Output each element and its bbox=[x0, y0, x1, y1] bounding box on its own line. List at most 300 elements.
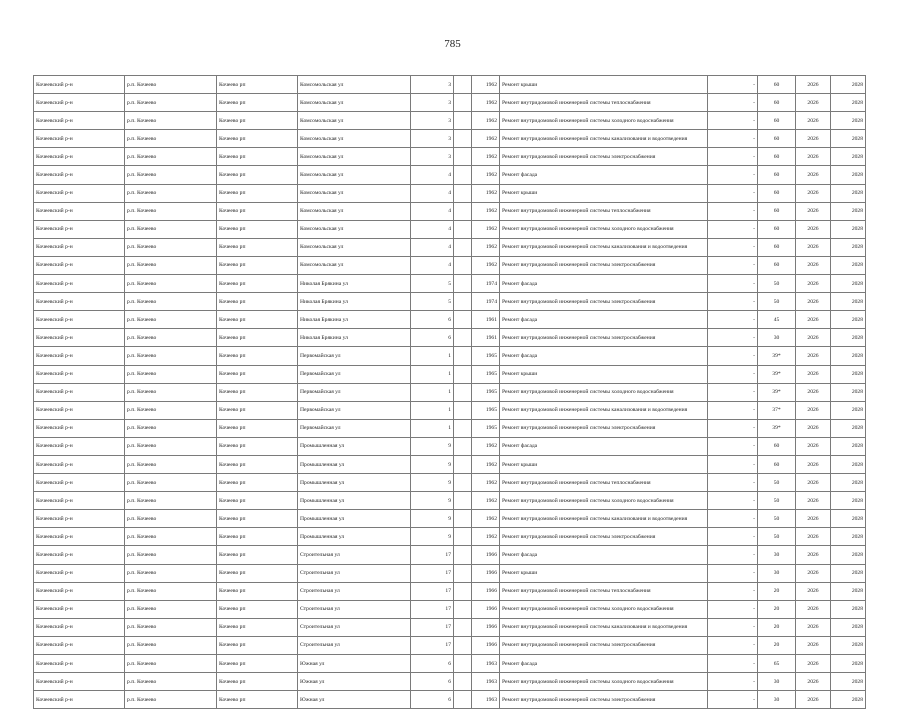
cell-locality: Кочеево рп bbox=[217, 546, 298, 564]
cell-street: Первомайская ул bbox=[298, 365, 411, 383]
cell-street: Южная ул bbox=[298, 655, 411, 673]
cell-year-end: 2028 bbox=[831, 437, 866, 455]
cell-locality: Кочеево рп bbox=[217, 582, 298, 600]
cell-settlement: р.п. Кочеево bbox=[125, 528, 217, 546]
cell-house-number: 9 bbox=[411, 528, 454, 546]
cell-year-built: 1961 bbox=[472, 311, 500, 329]
cell-district: Кочеевский р-н bbox=[34, 618, 125, 636]
table-row bbox=[34, 238, 866, 256]
cell-year-built: 1962 bbox=[472, 455, 500, 473]
cell-wear-percent: 39* bbox=[758, 347, 796, 365]
cell-settlement: р.п. Кочеево bbox=[125, 275, 217, 293]
table-row bbox=[34, 401, 866, 419]
cell-extra: - bbox=[708, 130, 758, 148]
cell-house-number: 1 bbox=[411, 365, 454, 383]
cell-district: Кочеевский р-н bbox=[34, 365, 125, 383]
cell-street: Южная ул bbox=[298, 673, 411, 691]
cell-district: Кочеевский р-н bbox=[34, 94, 125, 112]
cell-building bbox=[454, 293, 472, 311]
cell-extra: - bbox=[708, 383, 758, 401]
cell-locality: Кочеево рп bbox=[217, 238, 298, 256]
cell-work-type: Ремонт фасада bbox=[500, 166, 708, 184]
cell-year-built: 1962 bbox=[472, 202, 500, 220]
table-row bbox=[34, 275, 866, 293]
cell-extra: - bbox=[708, 492, 758, 510]
cell-settlement: р.п. Кочеево bbox=[125, 546, 217, 564]
cell-settlement: р.п. Кочеево bbox=[125, 437, 217, 455]
cell-building bbox=[454, 220, 472, 238]
cell-settlement: р.п. Кочеево bbox=[125, 94, 217, 112]
cell-wear-percent: 60 bbox=[758, 166, 796, 184]
cell-year-start: 2026 bbox=[796, 311, 831, 329]
cell-building bbox=[454, 455, 472, 473]
cell-year-start: 2026 bbox=[796, 76, 831, 94]
cell-building bbox=[454, 256, 472, 274]
cell-street: Комсомольская ул bbox=[298, 94, 411, 112]
cell-year-built: 1963 bbox=[472, 691, 500, 709]
cell-year-end: 2028 bbox=[831, 492, 866, 510]
cell-year-start: 2026 bbox=[796, 510, 831, 528]
cell-wear-percent: 50 bbox=[758, 275, 796, 293]
cell-street: Николая Брякина ул bbox=[298, 329, 411, 347]
cell-wear-percent: 60 bbox=[758, 94, 796, 112]
cell-settlement: р.п. Кочеево bbox=[125, 130, 217, 148]
cell-settlement: р.п. Кочеево bbox=[125, 220, 217, 238]
cell-year-start: 2026 bbox=[796, 220, 831, 238]
cell-street: Комсомольская ул bbox=[298, 112, 411, 130]
cell-year-start: 2026 bbox=[796, 673, 831, 691]
cell-wear-percent: 65 bbox=[758, 655, 796, 673]
table-row bbox=[34, 528, 866, 546]
cell-house-number: 6 bbox=[411, 691, 454, 709]
cell-building bbox=[454, 94, 472, 112]
cell-locality: Кочеево рп bbox=[217, 600, 298, 618]
cell-settlement: р.п. Кочеево bbox=[125, 365, 217, 383]
table-row bbox=[34, 166, 866, 184]
cell-year-start: 2026 bbox=[796, 655, 831, 673]
cell-year-built: 1962 bbox=[472, 437, 500, 455]
cell-year-built: 1962 bbox=[472, 184, 500, 202]
cell-work-type: Ремонт внутридомовой инженерной системы канализования и водоотведения bbox=[500, 130, 708, 148]
cell-street: Промышленная ул bbox=[298, 455, 411, 473]
cell-locality: Кочеево рп bbox=[217, 275, 298, 293]
cell-work-type: Ремонт внутридомовой инженерной системы электроснабжения bbox=[500, 148, 708, 166]
cell-year-end: 2028 bbox=[831, 419, 866, 437]
cell-year-built: 1962 bbox=[472, 220, 500, 238]
table-row bbox=[34, 347, 866, 365]
cell-building bbox=[454, 474, 472, 492]
cell-wear-percent: 20 bbox=[758, 582, 796, 600]
cell-wear-percent: 50 bbox=[758, 510, 796, 528]
cell-settlement: р.п. Кочеево bbox=[125, 564, 217, 582]
cell-year-built: 1962 bbox=[472, 166, 500, 184]
cell-settlement: р.п. Кочеево bbox=[125, 347, 217, 365]
cell-year-start: 2026 bbox=[796, 293, 831, 311]
cell-year-start: 2026 bbox=[796, 130, 831, 148]
cell-extra: - bbox=[708, 419, 758, 437]
cell-extra: - bbox=[708, 238, 758, 256]
cell-wear-percent: 60 bbox=[758, 256, 796, 274]
cell-settlement: р.п. Кочеево bbox=[125, 311, 217, 329]
table-row bbox=[34, 184, 866, 202]
cell-locality: Кочеево рп bbox=[217, 510, 298, 528]
cell-year-end: 2028 bbox=[831, 166, 866, 184]
cell-district: Кочеевский р-н bbox=[34, 492, 125, 510]
cell-street: Николая Брякина ул bbox=[298, 311, 411, 329]
cell-year-built: 1962 bbox=[472, 94, 500, 112]
cell-year-end: 2028 bbox=[831, 293, 866, 311]
table-row bbox=[34, 76, 866, 94]
cell-year-built: 1966 bbox=[472, 582, 500, 600]
cell-settlement: р.п. Кочеево bbox=[125, 600, 217, 618]
cell-extra: - bbox=[708, 582, 758, 600]
cell-house-number: 3 bbox=[411, 112, 454, 130]
cell-year-start: 2026 bbox=[796, 618, 831, 636]
cell-extra: - bbox=[708, 94, 758, 112]
cell-house-number: 17 bbox=[411, 636, 454, 654]
cell-building bbox=[454, 184, 472, 202]
cell-house-number: 6 bbox=[411, 329, 454, 347]
table-row bbox=[34, 419, 866, 437]
cell-wear-percent: 30 bbox=[758, 564, 796, 582]
cell-building bbox=[454, 618, 472, 636]
cell-year-start: 2026 bbox=[796, 166, 831, 184]
cell-extra: - bbox=[708, 329, 758, 347]
cell-wear-percent: 60 bbox=[758, 455, 796, 473]
cell-settlement: р.п. Кочеево bbox=[125, 618, 217, 636]
cell-work-type: Ремонт внутридомовой инженерной системы электроснабжения bbox=[500, 636, 708, 654]
cell-house-number: 1 bbox=[411, 419, 454, 437]
cell-year-start: 2026 bbox=[796, 202, 831, 220]
cell-district: Кочеевский р-н bbox=[34, 474, 125, 492]
cell-street: Строительная ул bbox=[298, 636, 411, 654]
cell-year-end: 2028 bbox=[831, 546, 866, 564]
table-row bbox=[34, 546, 866, 564]
cell-street: Комсомольская ул bbox=[298, 256, 411, 274]
table-row bbox=[34, 130, 866, 148]
cell-house-number: 9 bbox=[411, 510, 454, 528]
cell-locality: Кочеево рп bbox=[217, 130, 298, 148]
table-row bbox=[34, 492, 866, 510]
cell-building bbox=[454, 401, 472, 419]
cell-house-number: 4 bbox=[411, 238, 454, 256]
cell-house-number: 3 bbox=[411, 76, 454, 94]
cell-work-type: Ремонт внутридомовой инженерной системы теплоснабжения bbox=[500, 94, 708, 112]
table-row bbox=[34, 148, 866, 166]
cell-building bbox=[454, 673, 472, 691]
cell-wear-percent: 20 bbox=[758, 618, 796, 636]
cell-work-type: Ремонт внутридомовой инженерной системы холодного водоснабжения bbox=[500, 600, 708, 618]
cell-year-end: 2028 bbox=[831, 474, 866, 492]
cell-locality: Кочеево рп bbox=[217, 293, 298, 311]
cell-work-type: Ремонт крыши bbox=[500, 76, 708, 94]
cell-building bbox=[454, 528, 472, 546]
cell-building bbox=[454, 437, 472, 455]
cell-year-start: 2026 bbox=[796, 582, 831, 600]
repair-schedule-table bbox=[33, 75, 866, 709]
cell-work-type: Ремонт внутридомовой инженерной системы электроснабжения bbox=[500, 419, 708, 437]
cell-house-number: 17 bbox=[411, 618, 454, 636]
cell-wear-percent: 60 bbox=[758, 220, 796, 238]
cell-locality: Кочеево рп bbox=[217, 673, 298, 691]
cell-house-number: 5 bbox=[411, 293, 454, 311]
cell-settlement: р.п. Кочеево bbox=[125, 492, 217, 510]
cell-settlement: р.п. Кочеево bbox=[125, 148, 217, 166]
cell-settlement: р.п. Кочеево bbox=[125, 184, 217, 202]
cell-settlement: р.п. Кочеево bbox=[125, 238, 217, 256]
table-row bbox=[34, 112, 866, 130]
cell-building bbox=[454, 636, 472, 654]
cell-locality: Кочеево рп bbox=[217, 437, 298, 455]
cell-year-start: 2026 bbox=[796, 455, 831, 473]
cell-settlement: р.п. Кочеево bbox=[125, 455, 217, 473]
cell-street: Строительная ул bbox=[298, 546, 411, 564]
cell-wear-percent: 60 bbox=[758, 238, 796, 256]
cell-street: Комсомольская ул bbox=[298, 184, 411, 202]
cell-work-type: Ремонт внутридомовой инженерной системы холодного водоснабжения bbox=[500, 220, 708, 238]
cell-street: Промышленная ул bbox=[298, 510, 411, 528]
cell-settlement: р.п. Кочеево bbox=[125, 383, 217, 401]
cell-year-built: 1966 bbox=[472, 618, 500, 636]
cell-district: Кочеевский р-н bbox=[34, 673, 125, 691]
cell-wear-percent: 20 bbox=[758, 600, 796, 618]
cell-extra: - bbox=[708, 673, 758, 691]
cell-building bbox=[454, 329, 472, 347]
cell-year-built: 1962 bbox=[472, 256, 500, 274]
cell-settlement: р.п. Кочеево bbox=[125, 655, 217, 673]
cell-locality: Кочеево рп bbox=[217, 474, 298, 492]
cell-wear-percent: 60 bbox=[758, 202, 796, 220]
cell-house-number: 17 bbox=[411, 600, 454, 618]
cell-work-type: Ремонт фасада bbox=[500, 347, 708, 365]
cell-work-type: Ремонт крыши bbox=[500, 564, 708, 582]
cell-extra: - bbox=[708, 510, 758, 528]
cell-year-start: 2026 bbox=[796, 256, 831, 274]
cell-wear-percent: 60 bbox=[758, 112, 796, 130]
cell-work-type: Ремонт крыши bbox=[500, 455, 708, 473]
cell-house-number: 4 bbox=[411, 184, 454, 202]
cell-work-type: Ремонт внутридомовой инженерной системы канализования и водоотведения bbox=[500, 238, 708, 256]
cell-year-built: 1965 bbox=[472, 401, 500, 419]
cell-district: Кочеевский р-н bbox=[34, 401, 125, 419]
cell-district: Кочеевский р-н bbox=[34, 148, 125, 166]
cell-work-type: Ремонт внутридомовой инженерной системы канализования и водоотведения bbox=[500, 401, 708, 419]
cell-settlement: р.п. Кочеево bbox=[125, 673, 217, 691]
cell-settlement: р.п. Кочеево bbox=[125, 401, 217, 419]
cell-settlement: р.п. Кочеево bbox=[125, 112, 217, 130]
table-row bbox=[34, 636, 866, 654]
cell-year-start: 2026 bbox=[796, 148, 831, 166]
cell-year-built: 1963 bbox=[472, 673, 500, 691]
cell-street: Строительная ул bbox=[298, 618, 411, 636]
cell-year-end: 2028 bbox=[831, 528, 866, 546]
cell-wear-percent: 20 bbox=[758, 636, 796, 654]
cell-district: Кочеевский р-н bbox=[34, 437, 125, 455]
cell-year-end: 2028 bbox=[831, 238, 866, 256]
cell-year-end: 2028 bbox=[831, 94, 866, 112]
page-number: 785 bbox=[444, 38, 461, 50]
cell-locality: Кочеево рп bbox=[217, 636, 298, 654]
cell-extra: - bbox=[708, 112, 758, 130]
cell-building bbox=[454, 311, 472, 329]
cell-year-start: 2026 bbox=[796, 112, 831, 130]
cell-locality: Кочеево рп bbox=[217, 492, 298, 510]
cell-district: Кочеевский р-н bbox=[34, 582, 125, 600]
cell-year-start: 2026 bbox=[796, 528, 831, 546]
cell-building bbox=[454, 691, 472, 709]
table-row bbox=[34, 311, 866, 329]
cell-year-end: 2028 bbox=[831, 691, 866, 709]
cell-district: Кочеевский р-н bbox=[34, 564, 125, 582]
cell-work-type: Ремонт внутридомовой инженерной системы электроснабжения bbox=[500, 329, 708, 347]
cell-locality: Кочеево рп bbox=[217, 564, 298, 582]
cell-wear-percent: 50 bbox=[758, 528, 796, 546]
cell-district: Кочеевский р-н bbox=[34, 311, 125, 329]
cell-house-number: 9 bbox=[411, 455, 454, 473]
cell-year-built: 1963 bbox=[472, 655, 500, 673]
cell-wear-percent: 60 bbox=[758, 148, 796, 166]
cell-street: Промышленная ул bbox=[298, 474, 411, 492]
cell-extra: - bbox=[708, 347, 758, 365]
cell-work-type: Ремонт фасада bbox=[500, 275, 708, 293]
cell-settlement: р.п. Кочеево bbox=[125, 510, 217, 528]
cell-year-end: 2028 bbox=[831, 311, 866, 329]
cell-building bbox=[454, 130, 472, 148]
cell-street: Первомайская ул bbox=[298, 347, 411, 365]
cell-extra: - bbox=[708, 293, 758, 311]
cell-year-start: 2026 bbox=[796, 401, 831, 419]
cell-work-type: Ремонт внутридомовой инженерной системы холодного водоснабжения bbox=[500, 492, 708, 510]
cell-district: Кочеевский р-н bbox=[34, 691, 125, 709]
cell-year-built: 1962 bbox=[472, 112, 500, 130]
table-row bbox=[34, 582, 866, 600]
cell-extra: - bbox=[708, 202, 758, 220]
cell-year-built: 1965 bbox=[472, 383, 500, 401]
cell-locality: Кочеево рп bbox=[217, 76, 298, 94]
cell-extra: - bbox=[708, 437, 758, 455]
cell-extra: - bbox=[708, 184, 758, 202]
table-row bbox=[34, 437, 866, 455]
cell-house-number: 17 bbox=[411, 546, 454, 564]
cell-street: Первомайская ул bbox=[298, 401, 411, 419]
cell-house-number: 3 bbox=[411, 130, 454, 148]
cell-house-number: 9 bbox=[411, 492, 454, 510]
cell-house-number: 1 bbox=[411, 383, 454, 401]
cell-street: Промышленная ул bbox=[298, 528, 411, 546]
table-row bbox=[34, 293, 866, 311]
cell-year-built: 1962 bbox=[472, 238, 500, 256]
cell-year-end: 2028 bbox=[831, 275, 866, 293]
table-row bbox=[34, 202, 866, 220]
table-row bbox=[34, 256, 866, 274]
cell-extra: - bbox=[708, 76, 758, 94]
cell-year-built: 1966 bbox=[472, 636, 500, 654]
cell-house-number: 6 bbox=[411, 655, 454, 673]
cell-year-start: 2026 bbox=[796, 275, 831, 293]
cell-district: Кочеевский р-н bbox=[34, 166, 125, 184]
cell-settlement: р.п. Кочеево bbox=[125, 582, 217, 600]
cell-year-end: 2028 bbox=[831, 401, 866, 419]
cell-building bbox=[454, 202, 472, 220]
cell-extra: - bbox=[708, 256, 758, 274]
cell-year-start: 2026 bbox=[796, 365, 831, 383]
cell-locality: Кочеево рп bbox=[217, 256, 298, 274]
cell-district: Кочеевский р-н bbox=[34, 383, 125, 401]
cell-street: Южная ул bbox=[298, 691, 411, 709]
cell-district: Кочеевский р-н bbox=[34, 130, 125, 148]
cell-district: Кочеевский р-н bbox=[34, 220, 125, 238]
cell-wear-percent: 30 bbox=[758, 546, 796, 564]
cell-year-built: 1962 bbox=[472, 528, 500, 546]
cell-work-type: Ремонт крыши bbox=[500, 184, 708, 202]
cell-district: Кочеевский р-н bbox=[34, 419, 125, 437]
cell-district: Кочеевский р-н bbox=[34, 238, 125, 256]
cell-house-number: 4 bbox=[411, 202, 454, 220]
cell-locality: Кочеево рп bbox=[217, 365, 298, 383]
cell-house-number: 9 bbox=[411, 474, 454, 492]
cell-wear-percent: 50 bbox=[758, 492, 796, 510]
cell-house-number: 6 bbox=[411, 311, 454, 329]
cell-house-number: 6 bbox=[411, 673, 454, 691]
cell-locality: Кочеево рп bbox=[217, 166, 298, 184]
table-row bbox=[34, 691, 866, 709]
cell-extra: - bbox=[708, 166, 758, 184]
cell-year-built: 1962 bbox=[472, 76, 500, 94]
cell-district: Кочеевский р-н bbox=[34, 184, 125, 202]
cell-year-built: 1962 bbox=[472, 510, 500, 528]
cell-district: Кочеевский р-н bbox=[34, 347, 125, 365]
cell-extra: - bbox=[708, 600, 758, 618]
cell-wear-percent: 39* bbox=[758, 365, 796, 383]
cell-settlement: р.п. Кочеево bbox=[125, 329, 217, 347]
cell-work-type: Ремонт фасада bbox=[500, 655, 708, 673]
table-row bbox=[34, 365, 866, 383]
cell-locality: Кочеево рп bbox=[217, 455, 298, 473]
cell-work-type: Ремонт фасада bbox=[500, 311, 708, 329]
cell-district: Кочеевский р-н bbox=[34, 546, 125, 564]
cell-district: Кочеевский р-н bbox=[34, 528, 125, 546]
cell-settlement: р.п. Кочеево bbox=[125, 202, 217, 220]
cell-house-number: 4 bbox=[411, 220, 454, 238]
cell-wear-percent: 30 bbox=[758, 691, 796, 709]
cell-locality: Кочеево рп bbox=[217, 184, 298, 202]
cell-year-built: 1965 bbox=[472, 419, 500, 437]
cell-year-start: 2026 bbox=[796, 600, 831, 618]
cell-building bbox=[454, 655, 472, 673]
cell-locality: Кочеево рп bbox=[217, 329, 298, 347]
cell-settlement: р.п. Кочеево bbox=[125, 76, 217, 94]
cell-district: Кочеевский р-н bbox=[34, 202, 125, 220]
cell-street: Комсомольская ул bbox=[298, 76, 411, 94]
cell-building bbox=[454, 383, 472, 401]
cell-street: Комсомольская ул bbox=[298, 238, 411, 256]
cell-year-end: 2028 bbox=[831, 582, 866, 600]
cell-extra: - bbox=[708, 275, 758, 293]
cell-wear-percent: 50 bbox=[758, 293, 796, 311]
cell-year-end: 2028 bbox=[831, 600, 866, 618]
cell-building bbox=[454, 76, 472, 94]
cell-work-type: Ремонт фасада bbox=[500, 546, 708, 564]
cell-building bbox=[454, 112, 472, 130]
cell-street: Промышленная ул bbox=[298, 437, 411, 455]
cell-building bbox=[454, 365, 472, 383]
cell-building bbox=[454, 546, 472, 564]
cell-settlement: р.п. Кочеево bbox=[125, 636, 217, 654]
cell-year-start: 2026 bbox=[796, 383, 831, 401]
cell-district: Кочеевский р-н bbox=[34, 636, 125, 654]
cell-year-end: 2028 bbox=[831, 130, 866, 148]
cell-year-start: 2026 bbox=[796, 419, 831, 437]
